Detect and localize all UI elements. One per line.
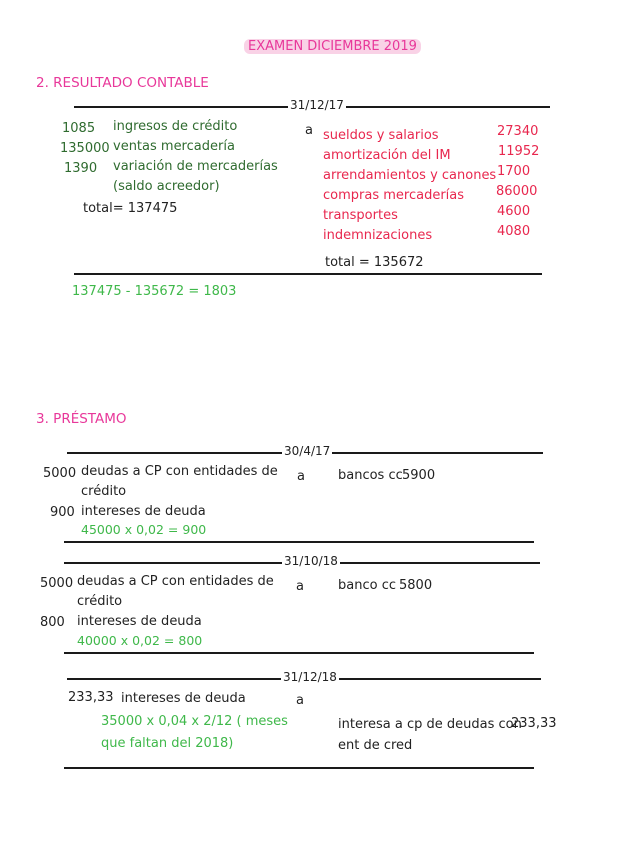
entry3-debit-concept-1: intereses de deuda xyxy=(121,691,246,706)
entry3-credit-concept-1: interesa a cp de deudas con xyxy=(338,717,522,732)
entry1-bottom-line xyxy=(64,541,534,543)
entry3-date: 31/12/18 xyxy=(283,670,337,684)
entry3-calc-1: 35000 x 0,04 x 2/12 ( meses xyxy=(101,714,288,729)
section2-debit-concept-3: variación de mercaderías xyxy=(113,159,278,174)
section2-debit-amount-3: 1390 xyxy=(64,161,98,176)
entry2-calc: 40000 x 0,02 = 800 xyxy=(77,633,203,648)
entry3-credit-concept-2: ent de cred xyxy=(338,738,413,753)
section2-credit-concept-4: compras mercaderías xyxy=(323,188,465,203)
section2-credit-amount-5: 4600 xyxy=(497,204,531,219)
entry2-credit-amount: 5800 xyxy=(399,578,433,593)
section2-credit-amount-4: 86000 xyxy=(496,184,538,199)
entry1-date: 30/4/17 xyxy=(284,444,331,458)
section2-debit-amount-2: 135000 xyxy=(60,141,110,156)
entry3-credit-amount: 233,33 xyxy=(511,716,557,731)
section2-credit-amount-1: 27340 xyxy=(497,124,539,139)
section2-credit-total: total = 135672 xyxy=(325,255,424,270)
section2-bottom-line xyxy=(74,273,542,275)
entry2-debit-concept-2: intereses de deuda xyxy=(77,614,202,629)
entry2-debit-amount-2: 800 xyxy=(40,615,65,630)
section2-credit-concept-1: sueldos y salarios xyxy=(323,128,439,143)
entry3-calc-2: que faltan del 2018) xyxy=(101,736,234,751)
page-title xyxy=(244,39,421,54)
section3-heading: 3. PRÉSTAMO xyxy=(36,411,127,427)
entry2-date: 31/10/18 xyxy=(284,554,338,568)
entry1-debit-concept-2: intereses de deuda xyxy=(81,504,206,519)
entry1-debit-concept-1: deudas a CP con entidades de xyxy=(81,464,278,479)
section2-credit-concept-2: amortización del IM xyxy=(323,148,451,163)
section2-credit-concept-5: transportes xyxy=(323,208,398,223)
section2-credit-concept-3: arrendamientos y canones xyxy=(323,168,497,183)
section2-debit-total: total= 137475 xyxy=(83,201,178,216)
entry3-a: a xyxy=(296,693,304,708)
entry2-debit-concept-1b: crédito xyxy=(77,594,123,609)
section2-debit-concept-1: ingresos de crédito xyxy=(113,119,238,134)
entry3-debit-amount-1: 233,33 xyxy=(68,690,114,705)
section2-date: 31/12/17 xyxy=(290,98,344,112)
section2-a: a xyxy=(305,123,313,138)
entry1-debit-amount-2: 900 xyxy=(50,505,75,520)
entry1-a: a xyxy=(297,469,305,484)
entry1-debit-amount-1: 5000 xyxy=(43,466,77,481)
entry2-debit-amount-1: 5000 xyxy=(40,576,74,591)
entry1-credit-amount: 5900 xyxy=(402,468,436,483)
page-title-text: EXAMEN DICIEMBRE 2019 xyxy=(244,39,421,54)
entry1-credit-concept: bancos cc xyxy=(338,468,403,483)
section2-credit-amount-2: 11952 xyxy=(498,144,540,159)
section2-debit-amount-1: 1085 xyxy=(62,121,96,136)
entry1-calc: 45000 x 0,02 = 900 xyxy=(81,522,207,537)
section2-credit-concept-6: indemnizaciones xyxy=(323,228,433,243)
entry2-debit-concept-1: deudas a CP con entidades de xyxy=(77,574,274,589)
entry2-credit-concept: banco cc xyxy=(338,578,396,593)
entry2-a: a xyxy=(296,579,304,594)
section2-credit-amount-6: 4080 xyxy=(497,224,531,239)
entry1-debit-concept-1b: crédito xyxy=(81,484,127,499)
section2-debit-concept-2: ventas mercadería xyxy=(113,139,235,154)
section2-debit-note: (saldo acreedor) xyxy=(113,179,220,194)
section2-result: 137475 - 135672 = 1803 xyxy=(72,284,237,299)
section2-credit-amount-3: 1700 xyxy=(497,164,531,179)
entry2-bottom-line xyxy=(64,652,534,654)
entry3-bottom-line xyxy=(64,767,534,769)
section2-heading: 2. RESULTADO CONTABLE xyxy=(36,75,209,91)
